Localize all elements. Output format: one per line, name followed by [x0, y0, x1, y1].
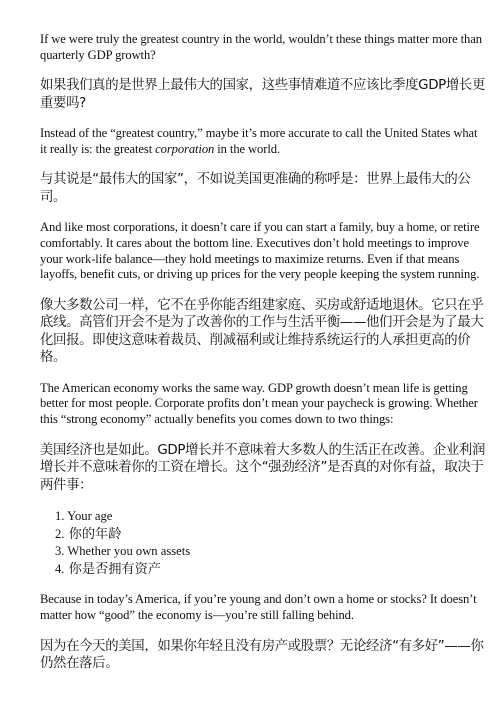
paragraph-5-english: Because in today’s America, if you’re young and don’t own a home or stocks? It doesn’t matter how “good” the economy is—you’re still falling behind. — [40, 592, 477, 622]
conditions-list — [40, 508, 487, 578]
paragraph-3-english: And like most corporations, it doesn’t care if you can start a family, buy a home, or retire comfortably. It cares about the bottom line. Executives don’t hold meetings to improve your work-life balance—they hold meetings to maximize returns. Even if that means layoffs, benefit cuts, or driving up prices for the very people keeping the system running. — [40, 220, 480, 282]
paragraph-5-chinese: 因为在今天的美国，如果你年轻且没有房产或股票？无论经济“有多好”——你仍然在落后。 — [40, 638, 484, 672]
paragraph-1-english: If we were truly the greatest country in the world, wouldn’t these things matter more than quarterly GDP growth? — [40, 32, 482, 62]
paragraph-2-english-start: Instead of the “greatest country,” maybe it’s more accurate to call the United States what it really is: the greatest — [40, 126, 478, 156]
list-item-number: 1. — [55, 509, 65, 524]
list-item-text: Your age — [67, 509, 113, 524]
list-item — [55, 561, 487, 579]
paragraph-4-english: The American economy works the same way. GDP growth doesn’t mean life is getting better for most people. Corporate profits don’t mean your paycheck is growing. Whether this “strong economy” actually benefits you comes down to two things: — [40, 380, 478, 426]
paragraph-3-chinese: 像大多数公司一样，它不在乎你能否组建家庭、买房或舒适地退休。它只在乎底线。高管们开会不是为了改善你的工作与生活平衡——他们开会是为了最大化回报。即使这意味着裁员、削减福利或让维持系统运行的人承担更高的价格。 — [40, 297, 484, 366]
paragraph-2-english — [40, 126, 487, 157]
paragraph-1-chinese: 如果我们真的是世界上最伟大的国家，这些事情难道不应该比季度GDP增长更重要吗? — [40, 78, 486, 111]
paragraph-2-english-end: in the world. — [214, 141, 280, 156]
list-item — [55, 526, 487, 544]
paragraph-4-chinese: 美国经济也是如此。GDP增长并不意味着大多数人的生活正在改善。企业利润增长并不意味着你的工资在增长。这个“强劲经济”是否真的对你有益，取决于两件事： — [40, 442, 486, 493]
list-item — [55, 508, 487, 526]
list-item-text: 你的年龄 — [68, 526, 122, 542]
corporation-emphasis: corporation — [155, 141, 215, 156]
list-item-text: Whether you own assets — [67, 544, 191, 559]
list-item-number: 4. — [55, 561, 65, 576]
list-item-number: 2. — [55, 526, 65, 541]
list-item-number: 3. — [55, 544, 65, 559]
list-item-text: 你是否拥有资产 — [68, 561, 161, 577]
paragraph-2-chinese: 与其说是“最伟大的国家”，不如说美国更准确的称呼是：世界上最伟大的公司。 — [40, 172, 471, 205]
list-item — [55, 543, 487, 561]
